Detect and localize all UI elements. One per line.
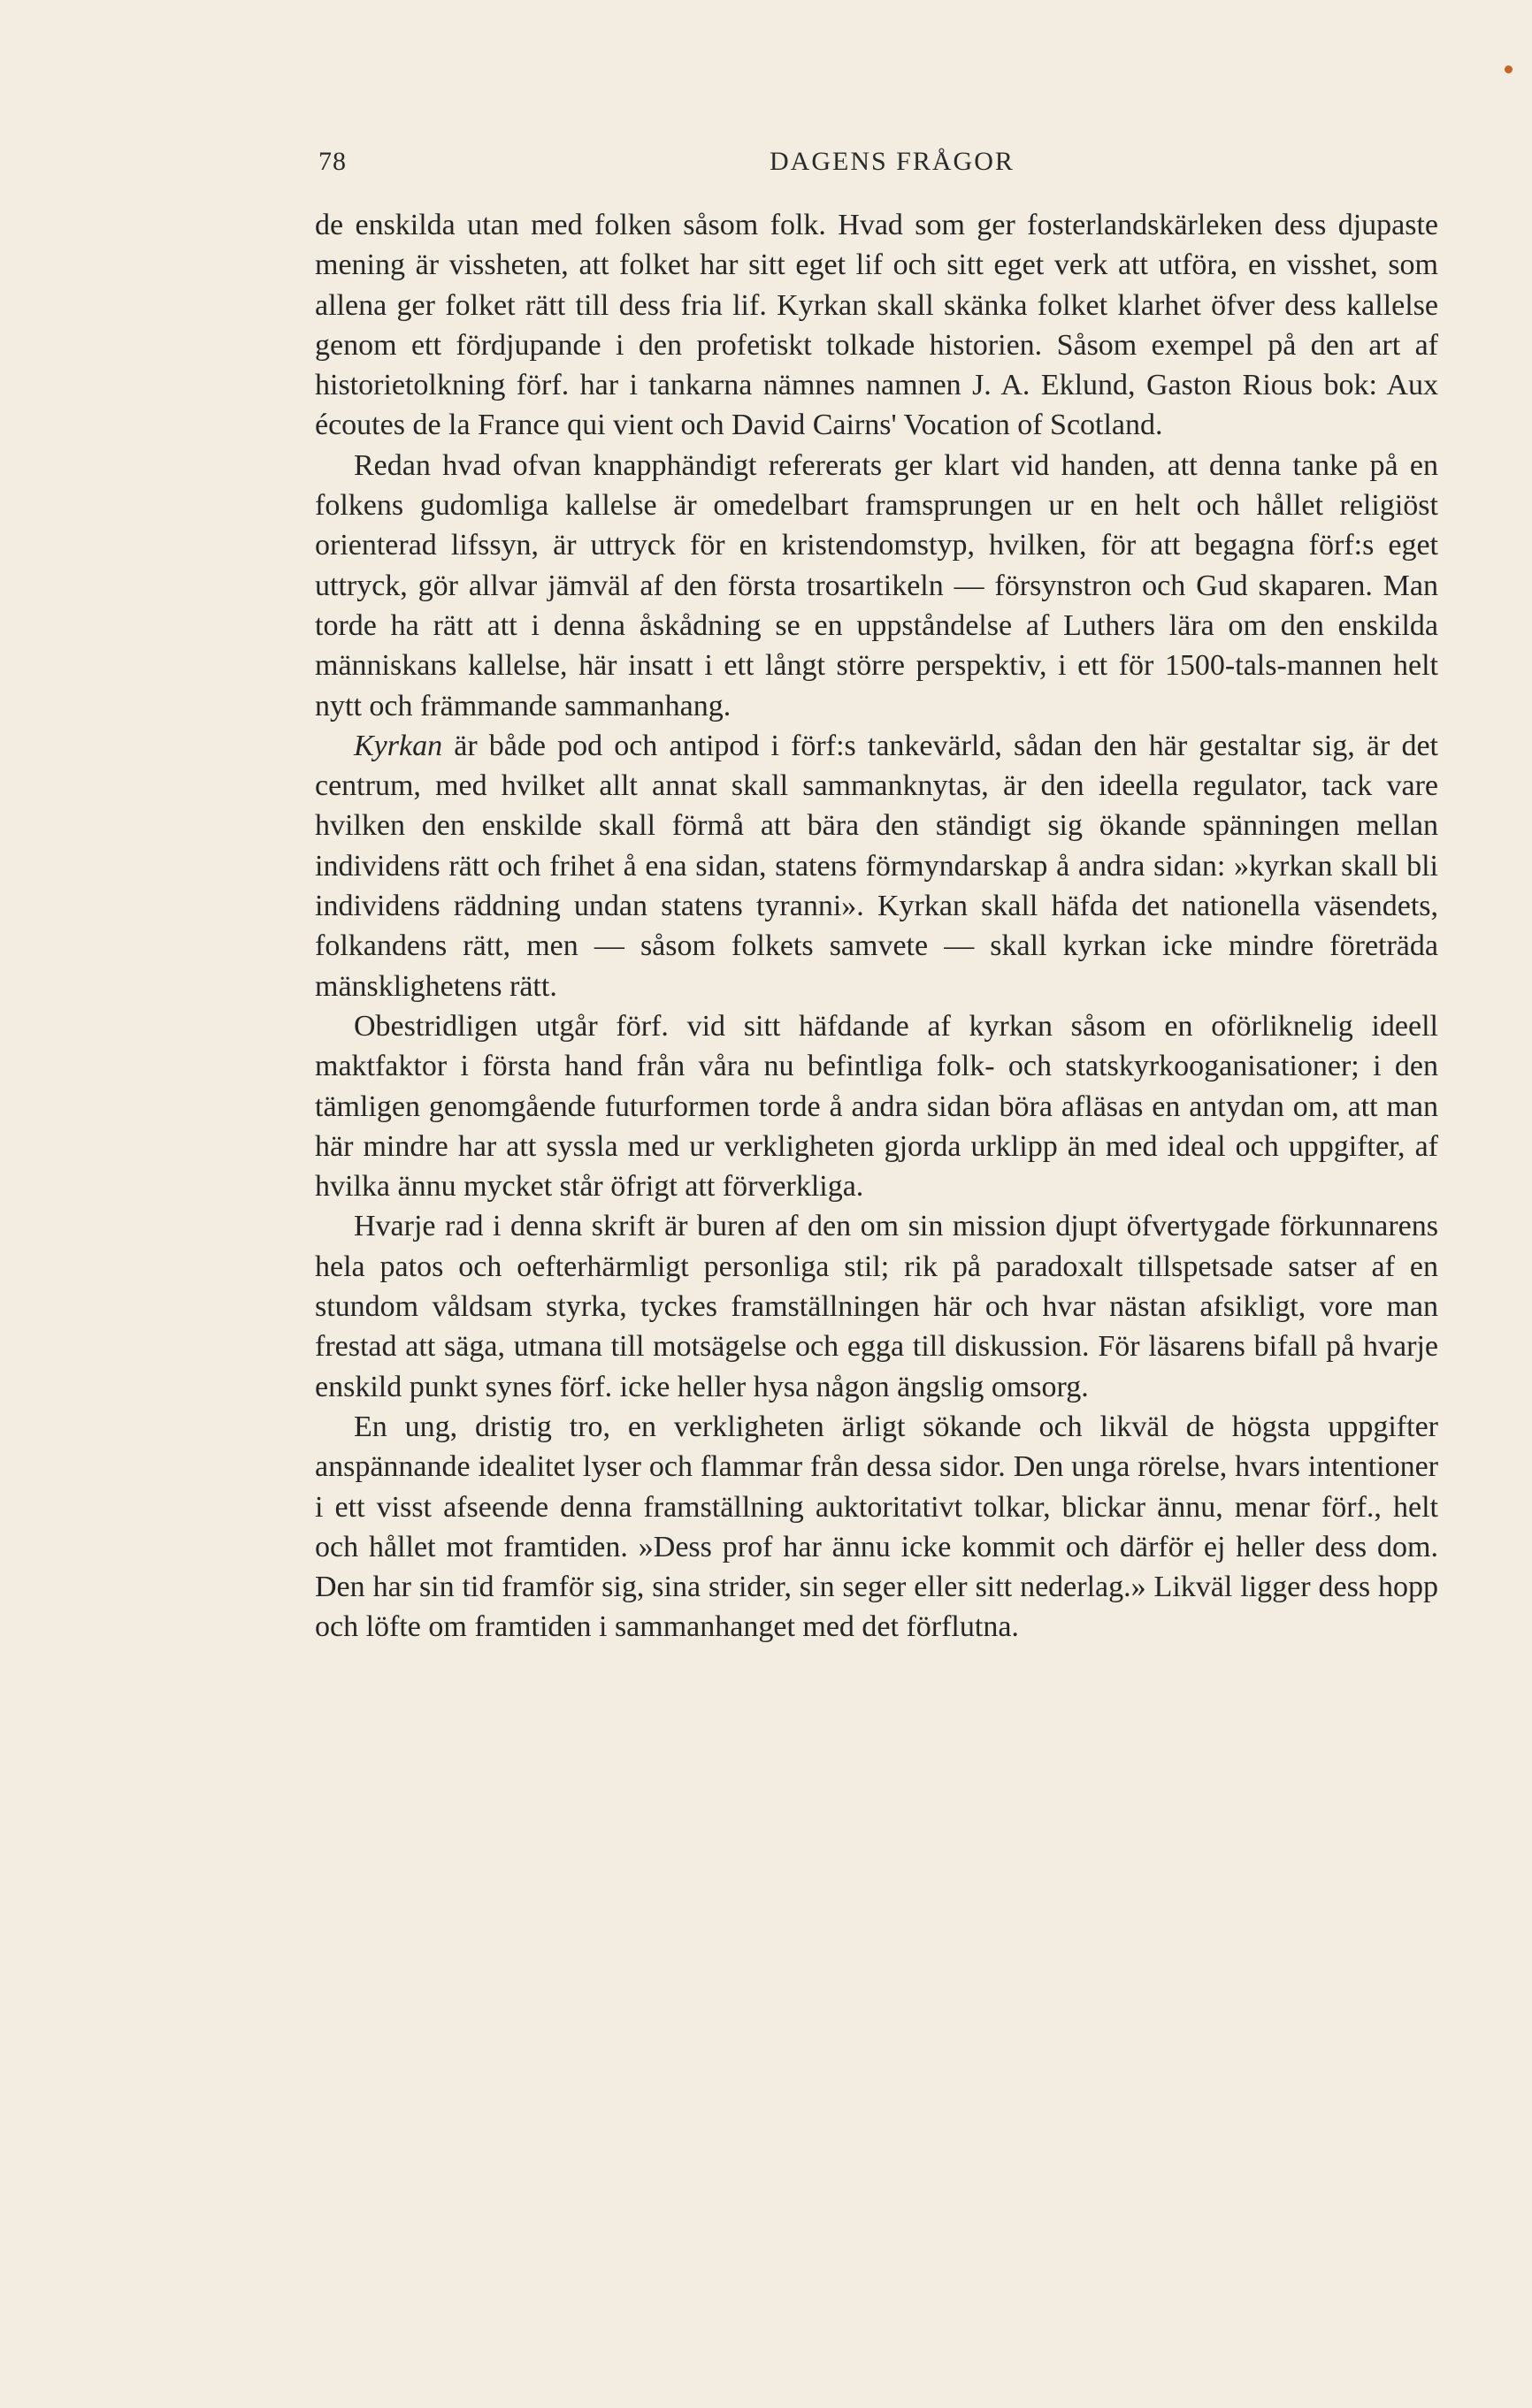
paper-speck [1505,65,1513,73]
paragraph-5: Hvarje rad i denna skrift är buren af den om sin mission djupt öfvertygade förkunnarens hela patos och oefterhärmligt personliga stil; rik på paradoxalt tillspetsade satser af en stundom våldsam styrka, tyckes framställningen här och hvar nästan afsikligt, vore man frestad att säga, utmana till motsägelse och egga till diskussion. För läsarens bifall på hvarje enskild punkt synes förf. icke heller hysa någon ängslig omsorg. [315,1210,1438,1403]
body-text [315,205,1438,1647]
paragraph-4: Obestridligen utgår förf. vid sitt häfdande af kyrkan såsom en oförliknelig ideell maktfaktor i första hand från våra nu befintliga folk- och statskyrkooganisationer; i den tämligen genomgående futurformen torde å andra sidan böra afläsas en antydan om, att man här mindre har att syssla med ur verkligheten gjorda urklipp än med ideal och uppgifter, af hvilka ännu mycket står öfrigt att förverkliga. [315,1009,1438,1204]
paragraph-3-text: är både pod och antipod i förf:s tankevärld, sådan den här gestaltar sig, är det centrum, med hvilket allt annat skall sammanknytas, är den ideella regulator, tack vare hvilken den enskilde skall förmå att bära den ständigt sig ökande spänningen mellan individens rätt och frihet å ena sidan, statens förmyndarskap å andra sidan: »kyrkan skall bli individens räddning undan statens tyranni». Kyrkan skall häfda det nationella väsendets, folkandens rätt, men — såsom folkets samvete — skall kyrkan icke mindre företräda mänsklighetens rätt. [315,729,1438,1003]
paragraph-3 [315,726,1438,1006]
page-number: 78 [318,147,347,176]
paragraph-2: Redan hvad ofvan knapphändigt refererats ger klart vid handen, att denna tanke på en folkens gudomliga kallelse är omedelbart framsprungen ur en helt och hållet religiöst orienterad lifssyn, är uttryck för en kristendomstyp, hvilken, för att begagna förf:s eget uttryck, gör allvar jämväl af den första trosartikeln — försynstron och Gud skaparen. Man torde ha rätt att i denna åskådning se en uppståndelse af Luthers lära om den enskilda människans kallelse, här insatt i ett långt större perspektiv, i ett för 1500-tals-mannen helt nytt och främmande sammanhang. [315,448,1438,722]
page-header [318,147,1433,186]
paragraph-1: de enskilda utan med folken såsom folk. Hvad som ger fosterlandskärleken dess djupaste mening är vissheten, att folket har sitt eget lif och sitt eget verk att utföra, en visshet, som allena ger folket rätt till dess fria lif. Kyrkan skall skänka folket klarhet öfver dess kallelse genom ett fördjupande i den profetiskt tolkade historien. Såsom exempel på den art af historietolkning förf. har i tankarna nämnes namnen J. A. Eklund, Gaston Rious bok: Aux écoutes de la France qui vient och David Cairns' Vocation of Scotland. [315,209,1438,442]
paragraph-6: En ung, dristig tro, en verkligheten ärligt sökande och likväl de högsta uppgifter anspännande idealitet lyser och flammar från dessa sidor. Den unga rörelse, hvars intentioner i ett visst afseende denna framställning auktoritativt tolkar, blickar ännu, menar förf., helt och hållet mot framtiden. »Dess prof har ännu icke kommit och därför ej heller dess dom. Den har sin tid framför sig, sina strider, sin seger eller sitt nederlag.» Likväl ligger dess hopp och löfte om framtiden i sammanhanget med det förflutna. [315,1410,1438,1644]
italic-lead-word: Kyrkan [354,729,443,762]
running-title: DAGENS FRÅGOR [770,147,1015,176]
